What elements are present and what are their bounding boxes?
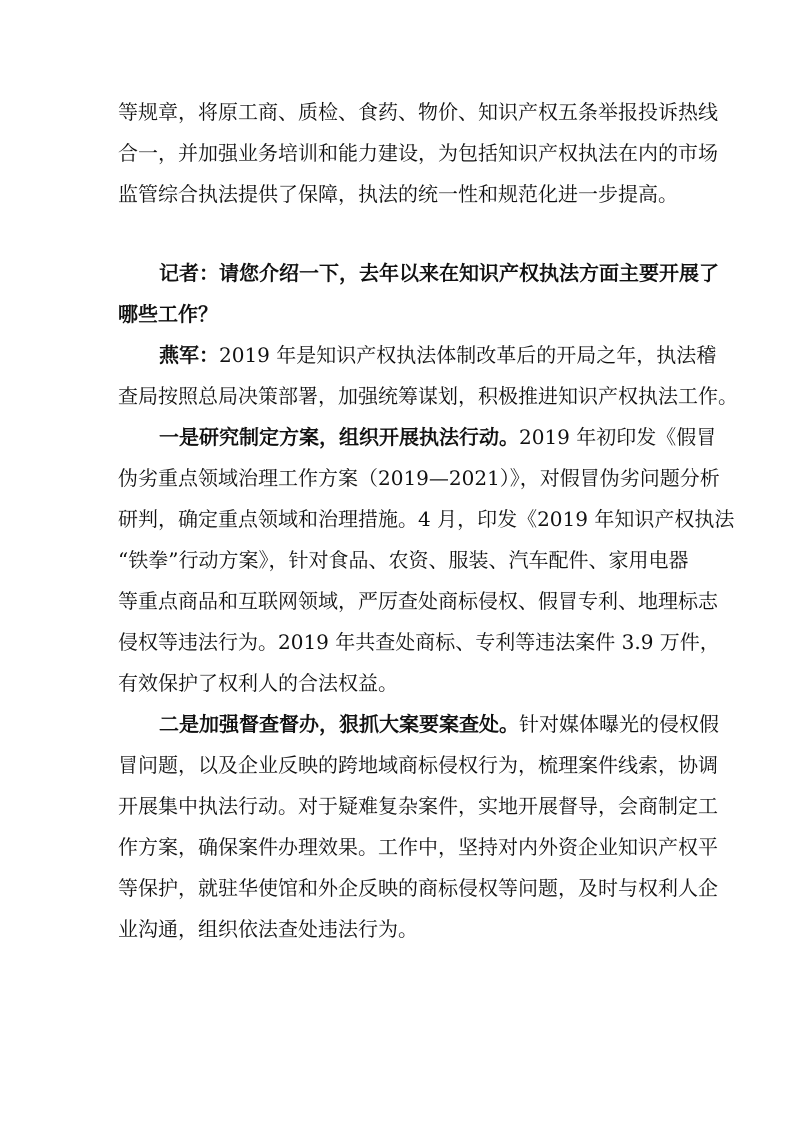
point2-heading: 二是加强督查督办，狠抓大案要案查处。 [159,712,519,736]
question-line: 记者：请您介绍一下，去年以来在知识产权执法方面主要开展了 [159,261,719,285]
answer-text: 2019 年是知识产权执法体制改革后的开局之年，执法稽 [219,343,717,367]
point1-line: “铁拳”行动方案》，针对食品、农资、服装、汽车配件、家用电器 [118,548,689,572]
point1-line: 侵权等违法行为。2019 年共查处商标、专利等违法案件 3.9 万件， [118,630,720,654]
point1-heading: 一是研究制定方案，组织开展执法行动。 [159,425,519,449]
point1-line [118,417,717,458]
paragraph-line: 等规章，将原工商、质检、食药、物价、知识产权五条举报投诉热线 [118,100,718,124]
paragraph-line: 合一，并加强业务培训和能力建设，为包括知识产权执法在内的市场 [118,141,718,165]
speaker-label: 燕军： [159,343,219,367]
point1-line: 等重点商品和互联网领域，严厉查处商标侵权、假冒专利、地理标志 [118,589,718,613]
point2-line: 开展集中执法行动。对于疑难复杂案件，实地开展督导，会商制定工 [118,794,718,818]
point2-line: 业沟通，组织依法查处违法行为。 [118,917,418,941]
point1-line: 伪劣重点领域治理工作方案（2019—2021）》，对假冒伪劣问题分析 [118,466,720,490]
point2-line [118,704,719,745]
answer-line: 查局按照总局决策部署，加强统筹谋划，积极推进知识产权执法工作。 [118,384,738,408]
answer-line [118,335,717,376]
paragraph-gap [118,215,684,253]
point2-line: 作方案，确保案件办理效果。工作中，坚持对内外资企业知识产权平 [118,835,718,859]
point1-text: 2019 年初印发《假冒 [519,425,717,449]
paragraph-line: 监管综合执法提供了保障，执法的统一性和规范化进一步提高。 [118,182,678,206]
question-line: 哪些工作？ [118,302,218,326]
point1-line: 有效保护了权利人的合法权益。 [118,671,398,695]
document-page [118,92,738,950]
point2-line: 冒问题，以及企业反映的跨地域商标侵权行为，梳理案件线索，协调 [118,753,718,777]
point2-text: 针对媒体曝光的侵权假 [519,712,719,736]
point1-line: 研判，确定重点领域和治理措施。4 月，印发《2019 年知识产权执法 [118,507,735,531]
point2-line: 等保护，就驻华使馆和外企反映的商标侵权等问题，及时与权利人企 [118,876,718,900]
